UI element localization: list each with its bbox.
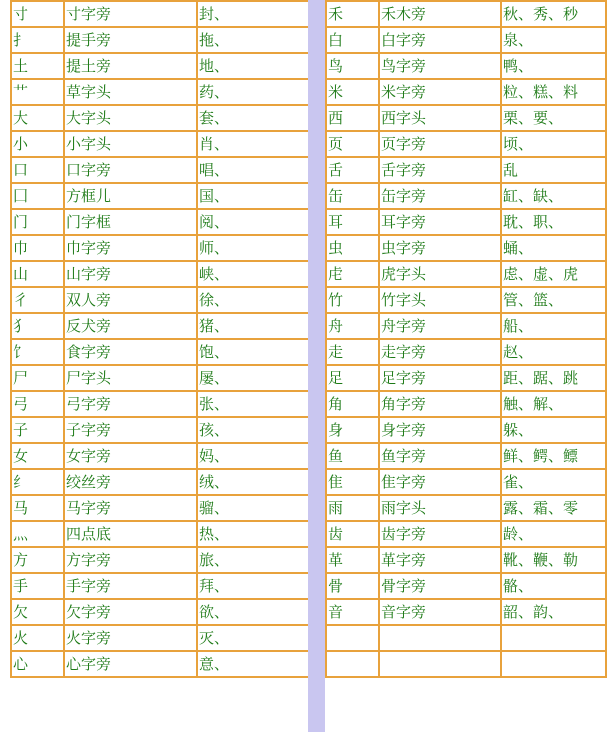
radical-name-cell: 子字旁 — [64, 417, 197, 443]
radical-name-cell: 女字旁 — [64, 443, 197, 469]
example-chars-cell: 距、踞、跳 — [501, 365, 606, 391]
example-chars-cell: 韶、韵、 — [501, 599, 606, 625]
radical-name-cell: 鸟字旁 — [379, 53, 501, 79]
table-row — [11, 183, 309, 209]
table-row — [11, 53, 309, 79]
example-chars-cell: 秋、秀、秒 — [501, 1, 606, 27]
table-row — [11, 209, 309, 235]
example-chars-cell: 粒、糕、料 — [501, 79, 606, 105]
right-table-body — [326, 1, 606, 677]
radical-cell: 身 — [326, 417, 379, 443]
example-chars-cell: 骝、 — [197, 495, 309, 521]
radical-cell: 方 — [11, 547, 64, 573]
radical-cell: 舌 — [326, 157, 379, 183]
example-chars-cell: 耽、职、 — [501, 209, 606, 235]
table-row — [326, 261, 606, 287]
radical-name-cell: 身字旁 — [379, 417, 501, 443]
example-chars-cell: 阅、 — [197, 209, 309, 235]
radical-cell: 米 — [326, 79, 379, 105]
table-row — [11, 469, 309, 495]
radical-cell: 小 — [11, 131, 64, 157]
radical-name-cell: 双人旁 — [64, 287, 197, 313]
radical-name-cell: 足字旁 — [379, 365, 501, 391]
radical-name-cell: 食字旁 — [64, 339, 197, 365]
table-row — [11, 417, 309, 443]
table-row — [326, 573, 606, 599]
radical-cell: 女 — [11, 443, 64, 469]
example-chars-cell: 鸭、 — [501, 53, 606, 79]
example-chars-cell: 肖、 — [197, 131, 309, 157]
radical-table-right — [325, 0, 607, 678]
radical-name-cell: 虫字旁 — [379, 235, 501, 261]
table-row — [326, 105, 606, 131]
radical-cell: 饣 — [11, 339, 64, 365]
table-row — [326, 521, 606, 547]
table-row — [11, 547, 309, 573]
radical-name-cell: 角字旁 — [379, 391, 501, 417]
example-chars-cell: 赵、 — [501, 339, 606, 365]
radical-name-cell: 马字旁 — [64, 495, 197, 521]
radical-cell: 西 — [326, 105, 379, 131]
example-chars-cell: 灭、 — [197, 625, 309, 651]
table-row — [326, 131, 606, 157]
radical-name-cell: 音字旁 — [379, 599, 501, 625]
radical-name-cell: 绞丝旁 — [64, 469, 197, 495]
table-row — [326, 27, 606, 53]
radical-cell: 禾 — [326, 1, 379, 27]
radical-cell: 舟 — [326, 313, 379, 339]
example-chars-cell: 张、 — [197, 391, 309, 417]
example-chars-cell: 国、 — [197, 183, 309, 209]
table-row — [11, 443, 309, 469]
radical-cell: 心 — [11, 651, 64, 677]
radical-cell: 骨 — [326, 573, 379, 599]
table-row — [326, 625, 606, 651]
radical-name-cell: 鱼字旁 — [379, 443, 501, 469]
table-row — [11, 287, 309, 313]
radical-name-cell: 门字框 — [64, 209, 197, 235]
radical-name-cell: 页字旁 — [379, 131, 501, 157]
example-chars-cell: 妈、 — [197, 443, 309, 469]
radical-name-cell: 弓字旁 — [64, 391, 197, 417]
radical-cell: 口 — [11, 157, 64, 183]
table-row — [326, 495, 606, 521]
radical-cell — [326, 651, 379, 677]
radical-cell: 鸟 — [326, 53, 379, 79]
example-chars-cell: 骼、 — [501, 573, 606, 599]
radical-cell: 雨 — [326, 495, 379, 521]
radical-name-cell: 尸字头 — [64, 365, 197, 391]
example-chars-cell: 欲、 — [197, 599, 309, 625]
table-row — [326, 417, 606, 443]
radical-name-cell: 手字旁 — [64, 573, 197, 599]
table-row — [326, 547, 606, 573]
example-chars-cell: 泉、 — [501, 27, 606, 53]
example-chars-cell: 乱 — [501, 157, 606, 183]
table-row — [326, 339, 606, 365]
example-chars-cell: 船、 — [501, 313, 606, 339]
radical-name-cell: 火字旁 — [64, 625, 197, 651]
table-row — [11, 599, 309, 625]
table-row — [11, 313, 309, 339]
example-chars-cell: 拜、 — [197, 573, 309, 599]
radical-cell: 白 — [326, 27, 379, 53]
radical-name-cell: 方框儿 — [64, 183, 197, 209]
table-row — [11, 27, 309, 53]
radical-cell: 寸 — [11, 1, 64, 27]
example-chars-cell: 唱、 — [197, 157, 309, 183]
radical-name-cell: 缶字旁 — [379, 183, 501, 209]
radical-cell: 音 — [326, 599, 379, 625]
table-row — [326, 651, 606, 677]
radical-cell: 手 — [11, 573, 64, 599]
radical-cell: 页 — [326, 131, 379, 157]
example-chars-cell: 峡、 — [197, 261, 309, 287]
example-chars-cell: 缸、缺、 — [501, 183, 606, 209]
radical-name-cell — [379, 651, 501, 677]
table-row — [11, 235, 309, 261]
radical-name-cell: 小字头 — [64, 131, 197, 157]
table-row — [326, 365, 606, 391]
radical-name-cell: 心字旁 — [64, 651, 197, 677]
example-chars-cell: 龄、 — [501, 521, 606, 547]
radical-cell: 竹 — [326, 287, 379, 313]
table-row — [326, 469, 606, 495]
radical-name-cell: 隹字旁 — [379, 469, 501, 495]
left-table-body — [11, 1, 309, 677]
example-chars-cell: 猪、 — [197, 313, 309, 339]
radical-name-cell — [379, 625, 501, 651]
table-row — [11, 105, 309, 131]
radical-cell: 鱼 — [326, 443, 379, 469]
example-chars-cell: 管、篮、 — [501, 287, 606, 313]
radical-cell: 耳 — [326, 209, 379, 235]
table-row — [326, 287, 606, 313]
radical-cell: 扌 — [11, 27, 64, 53]
radical-cell: 马 — [11, 495, 64, 521]
table-row — [326, 443, 606, 469]
example-chars-cell: 顷、 — [501, 131, 606, 157]
column-divider — [308, 0, 325, 732]
example-chars-cell: 旅、 — [197, 547, 309, 573]
radical-cell: 山 — [11, 261, 64, 287]
radical-cell: 革 — [326, 547, 379, 573]
example-chars-cell: 靴、鞭、勒 — [501, 547, 606, 573]
radical-cell: 纟 — [11, 469, 64, 495]
radical-name-cell: 耳字旁 — [379, 209, 501, 235]
example-chars-cell: 蛹、 — [501, 235, 606, 261]
radical-name-cell: 提手旁 — [64, 27, 197, 53]
example-chars-cell: 封、 — [197, 1, 309, 27]
radical-cell: 走 — [326, 339, 379, 365]
radical-name-cell: 方字旁 — [64, 547, 197, 573]
radical-cell: 缶 — [326, 183, 379, 209]
table-row — [326, 79, 606, 105]
radical-cell: 大 — [11, 105, 64, 131]
radical-name-cell: 口字旁 — [64, 157, 197, 183]
radical-name-cell: 舟字旁 — [379, 313, 501, 339]
example-chars-cell: 徐、 — [197, 287, 309, 313]
radical-name-cell: 禾木旁 — [379, 1, 501, 27]
table-row — [11, 339, 309, 365]
table-row — [326, 391, 606, 417]
radical-cell: 角 — [326, 391, 379, 417]
radical-cell: 彳 — [11, 287, 64, 313]
example-chars-cell — [501, 651, 606, 677]
table-row — [11, 261, 309, 287]
radical-cell: 隹 — [326, 469, 379, 495]
example-chars-cell: 孩、 — [197, 417, 309, 443]
radical-name-cell: 米字旁 — [379, 79, 501, 105]
radical-cell: 虍 — [326, 261, 379, 287]
example-chars-cell: 饱、 — [197, 339, 309, 365]
example-chars-cell: 虑、虚、虎 — [501, 261, 606, 287]
example-chars-cell: 意、 — [197, 651, 309, 677]
radical-name-cell: 齿字旁 — [379, 521, 501, 547]
radical-name-cell: 四点底 — [64, 521, 197, 547]
radical-name-cell: 走字旁 — [379, 339, 501, 365]
radical-cell: 足 — [326, 365, 379, 391]
table-row — [11, 131, 309, 157]
radical-name-cell: 提土旁 — [64, 53, 197, 79]
radical-cell: 欠 — [11, 599, 64, 625]
table-row — [326, 209, 606, 235]
radical-cell: 火 — [11, 625, 64, 651]
radical-cell: 齿 — [326, 521, 379, 547]
radical-name-cell: 草字头 — [64, 79, 197, 105]
radical-cell: 艹 — [11, 79, 64, 105]
radical-name-cell: 舌字旁 — [379, 157, 501, 183]
radical-cell: 虫 — [326, 235, 379, 261]
radical-name-cell: 寸字旁 — [64, 1, 197, 27]
radical-name-cell: 大字头 — [64, 105, 197, 131]
example-chars-cell: 躲、 — [501, 417, 606, 443]
radical-name-cell: 革字旁 — [379, 547, 501, 573]
radical-name-cell: 反犬旁 — [64, 313, 197, 339]
table-row — [11, 79, 309, 105]
table-row — [11, 365, 309, 391]
example-chars-cell — [501, 625, 606, 651]
table-row — [326, 183, 606, 209]
example-chars-cell: 药、 — [197, 79, 309, 105]
radical-cell: 犭 — [11, 313, 64, 339]
radical-cell: 囗 — [11, 183, 64, 209]
table-row — [11, 651, 309, 677]
example-chars-cell: 地、 — [197, 53, 309, 79]
radical-cell: 弓 — [11, 391, 64, 417]
radical-cell: 土 — [11, 53, 64, 79]
table-row — [11, 573, 309, 599]
radical-name-cell: 西字头 — [379, 105, 501, 131]
table-row — [11, 157, 309, 183]
table-row — [326, 53, 606, 79]
example-chars-cell: 触、解、 — [501, 391, 606, 417]
table-row — [11, 1, 309, 27]
table-row — [326, 599, 606, 625]
radical-table-left — [10, 0, 310, 678]
radical-name-cell: 山字旁 — [64, 261, 197, 287]
example-chars-cell: 套、 — [197, 105, 309, 131]
table-row — [11, 521, 309, 547]
table-row — [326, 235, 606, 261]
radical-cell: 巾 — [11, 235, 64, 261]
radical-name-cell: 虎字头 — [379, 261, 501, 287]
table-row — [11, 495, 309, 521]
radical-name-cell: 骨字旁 — [379, 573, 501, 599]
radical-name-cell: 竹字头 — [379, 287, 501, 313]
table-row — [326, 157, 606, 183]
radical-cell: 尸 — [11, 365, 64, 391]
radical-cell — [326, 625, 379, 651]
radical-name-cell: 雨字头 — [379, 495, 501, 521]
table-row — [326, 1, 606, 27]
example-chars-cell: 雀、 — [501, 469, 606, 495]
table-row — [11, 625, 309, 651]
example-chars-cell: 师、 — [197, 235, 309, 261]
radical-name-cell: 欠字旁 — [64, 599, 197, 625]
example-chars-cell: 鲜、鳄、鳔 — [501, 443, 606, 469]
example-chars-cell: 栗、要、 — [501, 105, 606, 131]
radical-name-cell: 巾字旁 — [64, 235, 197, 261]
radical-cell: 灬 — [11, 521, 64, 547]
radical-cell: 子 — [11, 417, 64, 443]
example-chars-cell: 热、 — [197, 521, 309, 547]
radical-name-cell: 白字旁 — [379, 27, 501, 53]
radical-cell: 门 — [11, 209, 64, 235]
example-chars-cell: 屡、 — [197, 365, 309, 391]
table-row — [326, 313, 606, 339]
example-chars-cell: 露、霜、零 — [501, 495, 606, 521]
example-chars-cell: 拖、 — [197, 27, 309, 53]
example-chars-cell: 绒、 — [197, 469, 309, 495]
table-row — [11, 391, 309, 417]
